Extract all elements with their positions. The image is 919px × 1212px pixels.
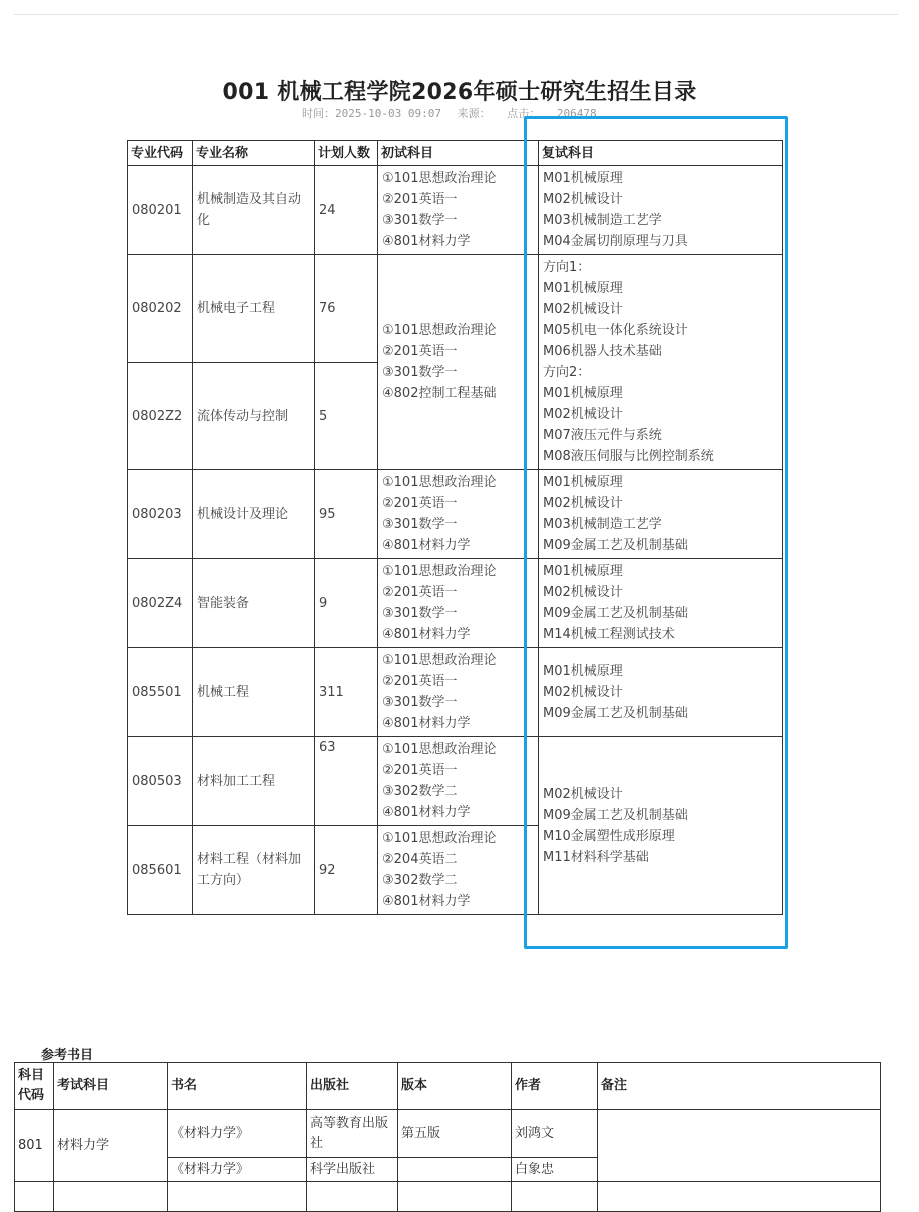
subject-item: ①101思想政治理论 (382, 323, 497, 338)
subject-item: ③301数学一 (382, 213, 458, 228)
table-row (128, 648, 783, 737)
retest-subjects (539, 648, 783, 737)
plan-count: 5 (315, 363, 378, 470)
subject-item: ③302数学二 (382, 784, 458, 799)
major-code: 0802Z2 (128, 363, 193, 470)
subject-item: ③302数学二 (382, 873, 458, 888)
header-name: 专业名称 (193, 141, 315, 166)
subject-item: ②201英语一 (382, 496, 458, 511)
subject-item: ②201英语一 (382, 585, 458, 600)
plan-count: 24 (315, 166, 378, 255)
ref-book: 《材料力学》 (168, 1110, 307, 1158)
subject-item: ②201英语一 (382, 344, 458, 359)
ref-publisher (307, 1110, 398, 1158)
initial-subjects (378, 648, 539, 737)
table-row (128, 255, 783, 363)
table-row (128, 737, 783, 826)
subject-item: ②201英语一 (382, 674, 458, 689)
ref-edition (398, 1158, 512, 1182)
subject-item: M05机电一体化系统设计 (543, 323, 688, 338)
reference-books-label: 参考书目 (41, 1048, 94, 1063)
subject-item: ④801材料力学 (382, 627, 471, 642)
subject-item: M07液压元件与系统 (543, 428, 662, 443)
ref-author: 白象忠 (512, 1158, 598, 1182)
major-name: 流体传动与控制 (193, 363, 315, 470)
table-header-row (128, 141, 783, 166)
ref-note (598, 1110, 881, 1182)
header-retest-exam: 复试科目 (539, 141, 783, 166)
subject-item: M04金属切削原理与刀具 (543, 234, 688, 249)
subject-item: ②201英语一 (382, 192, 458, 207)
subject-item: M02机械设计 (543, 786, 623, 802)
header-code: 专业代码 (128, 141, 193, 166)
clicks-label: 点击： (507, 107, 541, 120)
ref-header-publisher: 出版社 (307, 1063, 398, 1110)
ref-cell (398, 1182, 512, 1212)
plan-count: 63 (315, 737, 378, 826)
header-initial-exam: 初试科目 (378, 141, 539, 166)
subject-item: M02机械设计 (543, 496, 623, 511)
ref-header-row (15, 1063, 881, 1110)
top-divider (14, 14, 898, 15)
subject-item: ④801材料力学 (382, 894, 471, 909)
subject-item: M01机械原理 (543, 475, 623, 490)
initial-subjects (378, 166, 539, 255)
subject-item: M09金属工艺及机制基础 (543, 538, 688, 553)
subject-item: M01机械原理 (543, 171, 623, 186)
major-code: 085501 (128, 648, 193, 737)
ref-header-note: 备注 (598, 1063, 881, 1110)
subject-item: M09金属工艺及机制基础 (543, 807, 688, 823)
table-row (128, 166, 783, 255)
subject-item: ①101思想政治理论 (382, 475, 497, 490)
ref-publisher-line: 社 (310, 1135, 324, 1151)
header-plan: 计划人数 (315, 141, 378, 166)
ref-header-code-line: 代码 (18, 1088, 45, 1103)
subject-item: ④801材料力学 (382, 716, 471, 731)
major-name-line: 材料工程（材料加 (197, 852, 302, 867)
subject-item: ②201英语一 (382, 763, 458, 778)
ref-author: 刘鸿文 (512, 1110, 598, 1158)
major-name: 智能装备 (193, 559, 315, 648)
major-code: 085601 (128, 826, 193, 915)
initial-subjects (378, 559, 539, 648)
ref-header-code (15, 1063, 54, 1110)
ref-header-author: 作者 (512, 1063, 598, 1110)
subject-item: ①101思想政治理论 (382, 831, 497, 846)
subject-item: ①101思想政治理论 (382, 564, 497, 579)
retest-subjects (539, 737, 783, 915)
subject-item: ①101思想政治理论 (382, 653, 497, 668)
table-row (15, 1182, 881, 1212)
ref-cell (15, 1182, 54, 1212)
subject-item: M01机械原理 (543, 281, 623, 296)
major-code: 080201 (128, 166, 193, 255)
ref-cell (168, 1182, 307, 1212)
plan-count: 76 (315, 255, 378, 363)
subject-item: ④801材料力学 (382, 538, 471, 553)
retest-subjects (539, 470, 783, 559)
major-name: 材料加工工程 (193, 737, 315, 826)
ref-book: 《材料力学》 (168, 1158, 307, 1182)
subject-item: ③301数学一 (382, 606, 458, 621)
subject-item: M01机械原理 (543, 564, 623, 579)
initial-subjects (378, 470, 539, 559)
subject-item: ④801材料力学 (382, 234, 471, 249)
subject-item: M06机器人技术基础 (543, 344, 662, 359)
ref-publisher-line: 高等教育出版 (310, 1115, 389, 1131)
ref-cell (54, 1182, 168, 1212)
subject-item: M09金属工艺及机制基础 (543, 705, 688, 721)
publish-time: 时间：2025-10-03 09:07 (302, 107, 441, 120)
table-row (15, 1110, 881, 1158)
major-code: 080202 (128, 255, 193, 363)
major-name: 机械工程 (193, 648, 315, 737)
major-name-line: 工方向） (197, 873, 250, 888)
subject-item: ②204英语二 (382, 852, 458, 867)
major-name: 机械设计及理论 (193, 470, 315, 559)
subject-item: ④802控制工程基础 (382, 386, 497, 401)
subject-item: M03机械制造工艺学 (543, 517, 662, 532)
subject-item: M01机械原理 (543, 386, 623, 401)
ref-cell (307, 1182, 398, 1212)
subject-item: M14机械工程测试技术 (543, 627, 675, 642)
major-name: 机械制造及其自动化 (193, 166, 315, 255)
subject-item: ①101思想政治理论 (382, 742, 497, 757)
retest-subjects (539, 166, 783, 255)
major-name (193, 826, 315, 915)
direction-label: 方向1： (543, 260, 591, 275)
ref-code: 801 (15, 1110, 54, 1182)
initial-subjects (378, 255, 539, 470)
ref-publisher: 科学出版社 (307, 1158, 398, 1182)
subject-item: M02机械设计 (543, 192, 623, 207)
major-name: 机械电子工程 (193, 255, 315, 363)
subject-item: M08液压伺服与比例控制系统 (543, 449, 714, 464)
major-code: 080503 (128, 737, 193, 826)
subject-item: M03机械制造工艺学 (543, 213, 662, 228)
table-row (128, 470, 783, 559)
subject-item: M02机械设计 (543, 407, 623, 422)
subject-item: M02机械设计 (543, 684, 623, 700)
ref-header-code-line: 科目 (18, 1068, 45, 1083)
initial-subjects (378, 826, 539, 915)
admission-catalog-table (127, 140, 783, 915)
retest-subjects (539, 255, 783, 470)
ref-cell (512, 1182, 598, 1212)
page-title: 001 机械工程学院2026年硕士研究生招生目录 (222, 79, 697, 105)
subject-item: ④801材料力学 (382, 805, 471, 820)
major-code: 0802Z4 (128, 559, 193, 648)
major-code: 080203 (128, 470, 193, 559)
subject-item: M11材料科学基础 (543, 849, 649, 865)
ref-header-edition: 版本 (398, 1063, 512, 1110)
plan-count: 311 (315, 648, 378, 737)
subject-item: ③301数学一 (382, 517, 458, 532)
ref-subject: 材料力学 (54, 1110, 168, 1182)
subject-item: ③301数学一 (382, 695, 458, 710)
initial-subjects (378, 737, 539, 826)
ref-cell (598, 1182, 881, 1212)
subject-item: ①101思想政治理论 (382, 171, 497, 186)
clicks-count: 206478 (556, 107, 597, 120)
article-meta (302, 105, 607, 121)
subject-item: M01机械原理 (543, 663, 623, 679)
subject-item: M02机械设计 (543, 585, 623, 600)
subject-item: M10金属塑性成形原理 (543, 828, 675, 844)
plan-count: 92 (315, 826, 378, 915)
retest-subjects (539, 559, 783, 648)
source-label: 来源： (457, 107, 491, 120)
subject-item: M09金属工艺及机制基础 (543, 606, 688, 621)
plan-count: 95 (315, 470, 378, 559)
subject-item: M02机械设计 (543, 302, 623, 317)
plan-count: 9 (315, 559, 378, 648)
table-row (128, 559, 783, 648)
subject-item: ③301数学一 (382, 365, 458, 380)
ref-edition: 第五版 (398, 1110, 512, 1158)
ref-header-book: 书名 (168, 1063, 307, 1110)
direction-label: 方向2： (543, 365, 591, 380)
reference-books-table (14, 1062, 881, 1212)
ref-header-subject: 考试科目 (54, 1063, 168, 1110)
